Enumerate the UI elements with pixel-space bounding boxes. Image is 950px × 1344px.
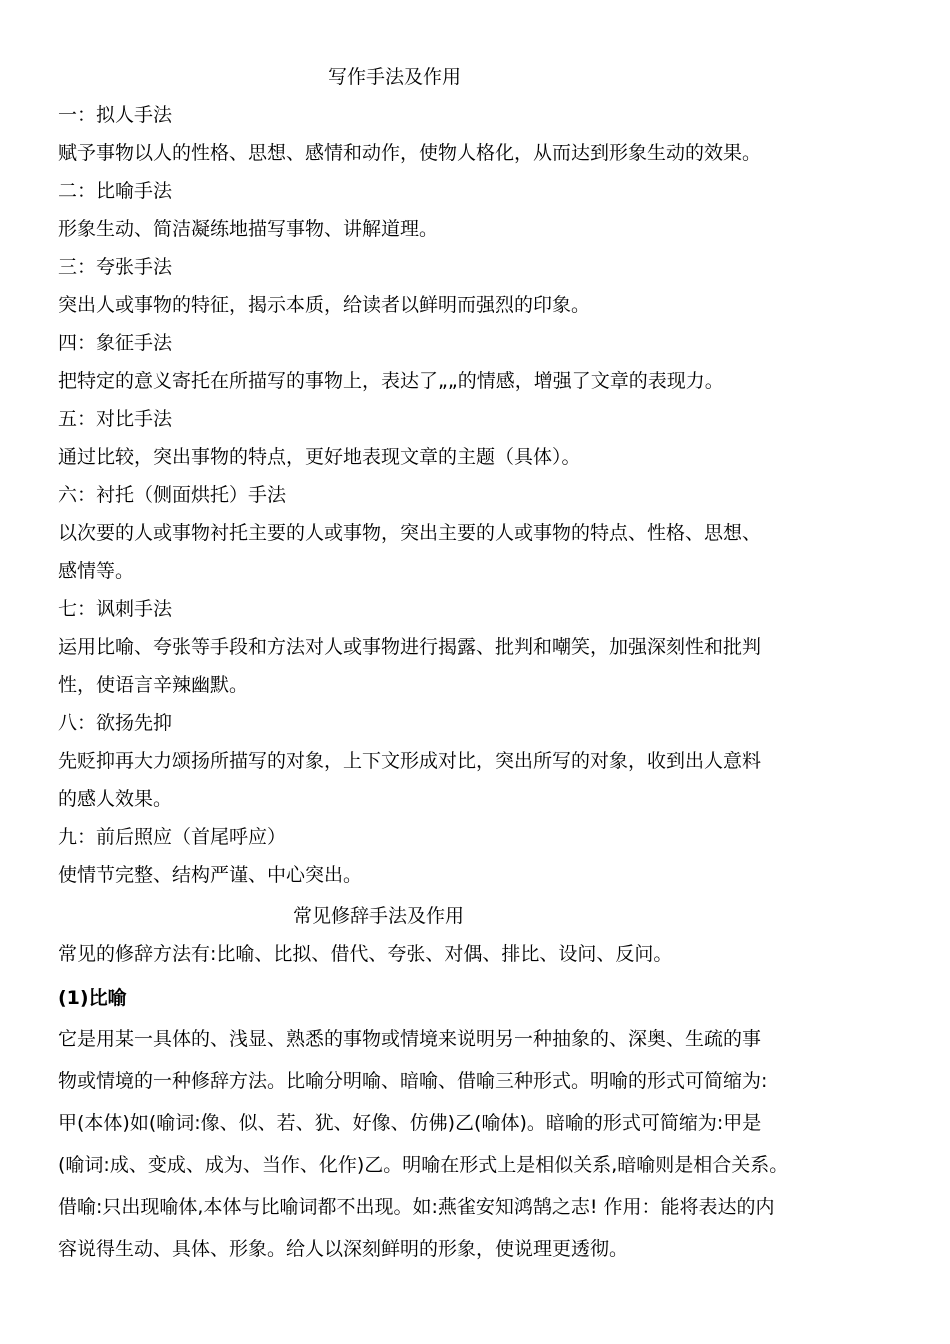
section-body-7-line-2: 性，使语言辛辣幽默。 <box>58 674 249 696</box>
metaphor-body-line-1: 它是用某一具体的、浅显、熟悉的事物或情境来说明另一种抽象的、深奥、生疏的事 <box>58 1028 762 1050</box>
section-body-6-line-1: 以次要的人或事物衬托主要的人或事物，突出主要的人或事物的特点、性格、思想、 <box>58 522 762 544</box>
section-body-2: 形象生动、简洁凝练地描写事物、讲解道理。 <box>58 218 439 240</box>
section-heading-8: 八：欲扬先抑 <box>58 712 173 734</box>
document-title-rhetoric: 常见修辞手法及作用 <box>293 905 465 927</box>
metaphor-body-line-6: 容说得生动、具体、形象。给人以深刻鲜明的形象，使说理更透彻。 <box>58 1238 629 1260</box>
section-heading-3: 三：夸张手法 <box>58 256 173 278</box>
section-heading-1: 一：拟人手法 <box>58 104 173 126</box>
section-heading-2: 二：比喻手法 <box>58 180 173 202</box>
metaphor-heading: (1)比喻 <box>58 987 127 1009</box>
section-body-1: 赋予事物以人的性格、思想、感情和动作，使物人格化，从而达到形象生动的效果。 <box>58 142 762 164</box>
metaphor-body-line-2: 物或情境的一种修辞方法。比喻分明喻、暗喻、借喻三种形式。明喻的形式可简缩为: <box>58 1070 768 1092</box>
metaphor-body-line-4: (喻词:成、变成、成为、当作、化作)乙。明喻在形式上是相似关系,暗喻则是相合关系。 <box>58 1154 789 1176</box>
metaphor-body-line-5: 借喻:只出现喻体,本体与比喻词都不出现。如:燕雀安知鸿鹄之志! 作用：能将表达的内 <box>58 1196 775 1218</box>
section-body-6-line-2: 感情等。 <box>58 560 135 582</box>
section-body-5: 通过比较，突出事物的特点，更好地表现文章的主题（具体）。 <box>58 446 581 468</box>
section-heading-6: 六：衬托（侧面烘托）手法 <box>58 484 287 506</box>
section-heading-4: 四：象征手法 <box>58 332 173 354</box>
section-body-8-line-1: 先贬抑再大力颂扬所描写的对象，上下文形成对比，突出所写的对象，收到出人意料 <box>58 750 762 772</box>
metaphor-body-line-3: 甲(本体)如(喻词:像、似、若、犹、好像、仿佛)乙(喻体)。暗喻的形式可简缩为:甲是 <box>58 1112 762 1134</box>
section-body-7-line-1: 运用比喻、夸张等手段和方法对人或事物进行揭露、批判和嘲笑，加强深刻性和批判 <box>58 636 762 658</box>
section-body-8-line-2: 的感人效果。 <box>58 788 173 810</box>
rhetoric-intro: 常见的修辞方法有:比喻、比拟、借代、夸张、对偶、排比、设问、反问。 <box>58 943 673 965</box>
section-heading-7: 七：讽刺手法 <box>58 598 173 620</box>
document-title-writing-techniques: 写作手法及作用 <box>328 66 462 88</box>
section-heading-5: 五：对比手法 <box>58 408 173 430</box>
section-body-3: 突出人或事物的特征，揭示本质，给读者以鲜明而强烈的印象。 <box>58 294 591 316</box>
section-heading-9: 九：前后照应（首尾呼应） <box>58 826 287 848</box>
section-body-9: 使情节完整、结构严谨、中心突出。 <box>58 864 363 886</box>
section-body-4: 把特定的意义寄托在所描写的事物上，表达了„„的情感，增强了文章的表现力。 <box>58 370 724 392</box>
